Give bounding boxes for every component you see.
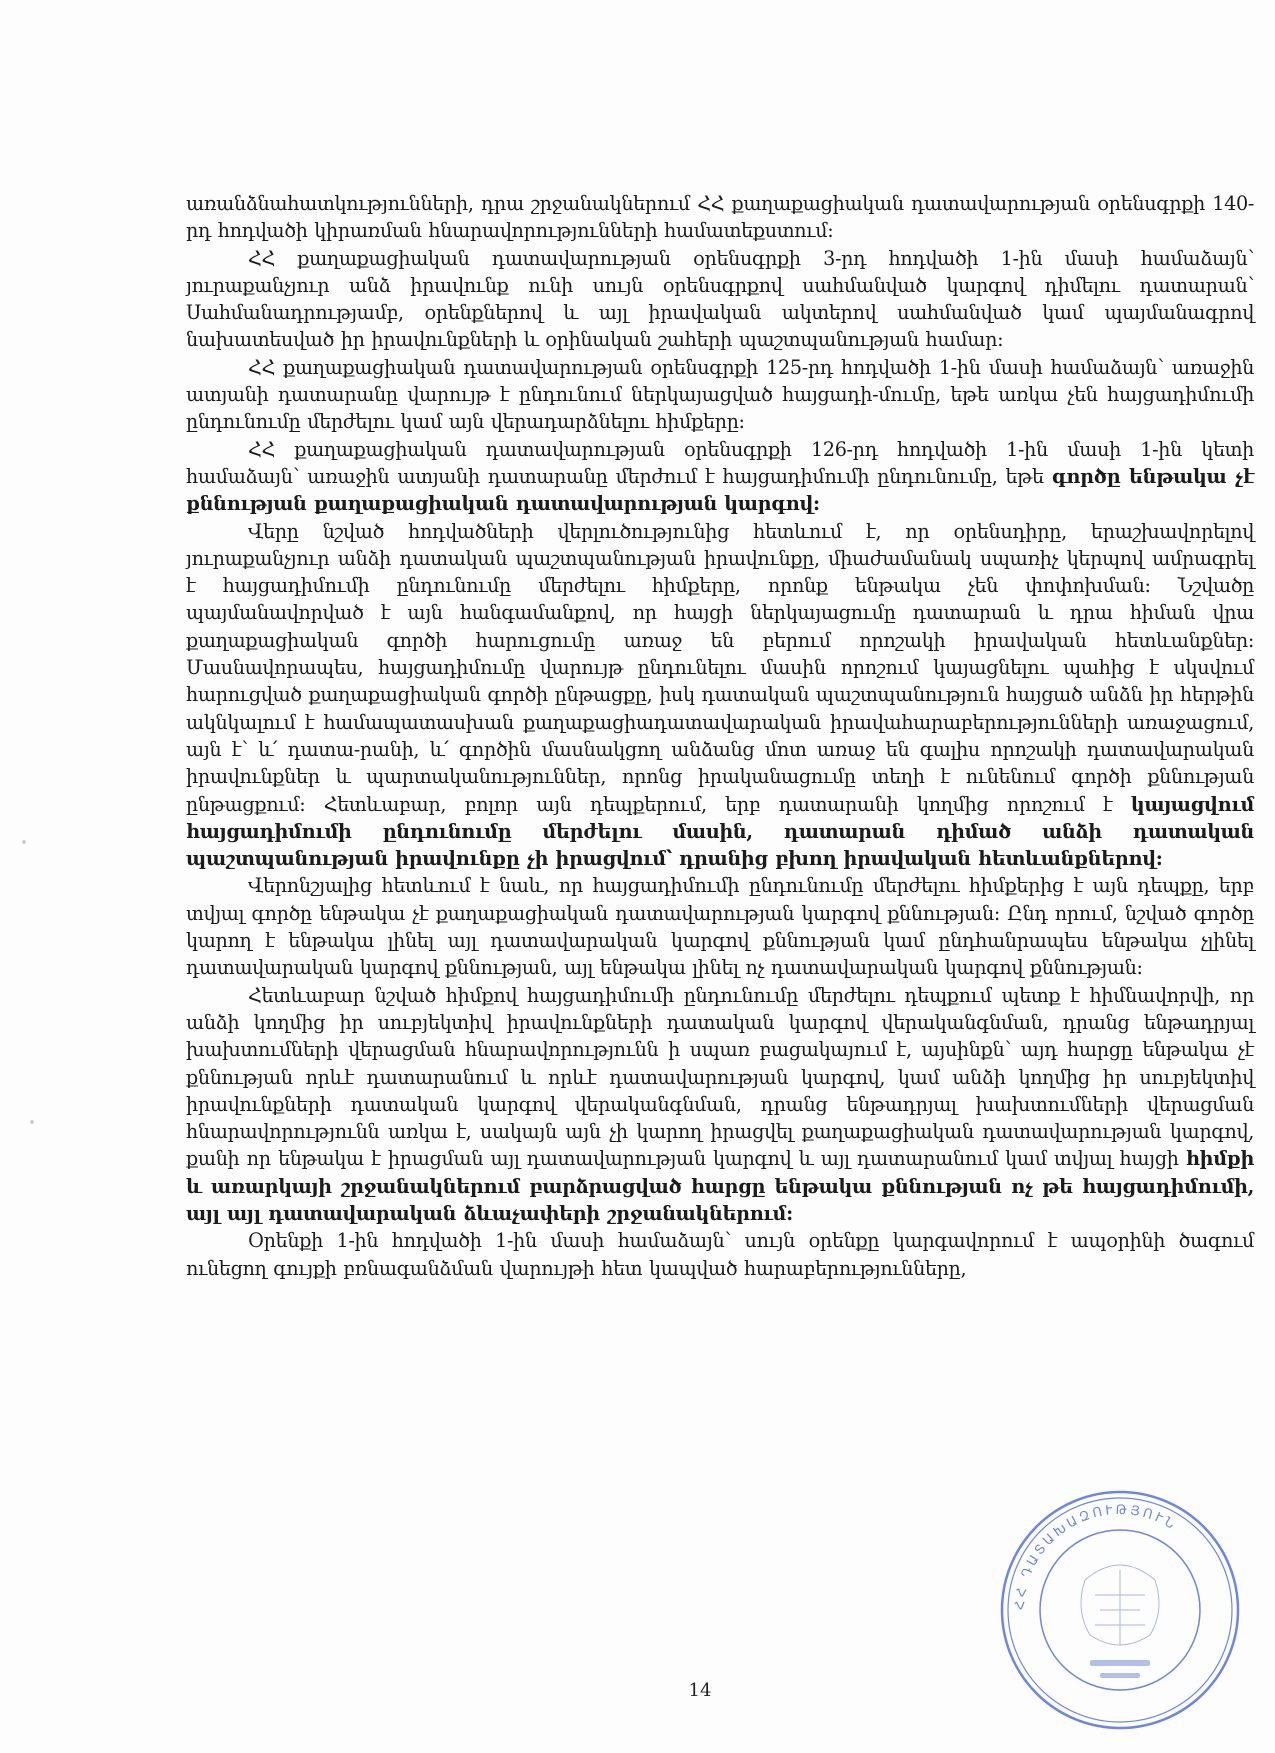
paragraph: [186, 982, 1254, 1228]
text-run: ՀՀ քաղաքացիական դատավարության օրենսգրքի 125-րդ հոդվածի 1-ին մասի համաձայն՝ առաջին ատյանի դատարանը վարույթ է ընդունում ներկայացված հայցադի-մումը, եթե առկա չեն հայցադիմումի ընդունումը մերժելու կամ այն վերադարձնելու հիմքերը:: [186, 355, 1254, 434]
stamp-ring-text: ՀՀ ԴԱՏԱԽԱԶՈՒԹՅՈՒՆ: [1012, 1502, 1180, 1611]
page-number: 14: [688, 1680, 712, 1701]
paragraph: [186, 190, 1254, 245]
document-body: [186, 190, 1254, 1282]
svg-text:ՀՀ ԴԱՏԱԽԱԶՈՒԹՅՈՒՆ: [1013, 1503, 1180, 1611]
bold-text-run: հիմքի և առարկայի շրջանակներում բարձրացված հարցը ենթակա քննության ոչ թե հայցադիմումի, այլ այլ դատավարական ձևաչափերի շրջանակներում:: [186, 1147, 1254, 1225]
text-run: ՀՀ քաղաքացիական դատավարության օրենսգրքի 3-րդ հոդվածի 1-ին մասի համաձայն՝ յուրաքանչյուր անձ իրավունք ունի սույն օրենսգրքով սահմանված կարգով դիմելու դատարան՝ Սահմանադրությամբ, օրենքներով և այլ իրավական ակտերով սահմանված կամ պայմանագրով նախատեսված իր իրավունքների և օրինական շահերի պաշտպանության համար:: [186, 246, 1254, 352]
text-run: Հետևաբար նշված հիմքով հայցադիմումի ընդունումը մերժելու դեպքում պետք է հիմնավորվի, որ անձի կողմից իր սուբյեկտիվ իրավունքների դատական կարգով վերականգնման, դրանց ենթադրյալ խախտումների վերացման հնարավորությունն ի սպառ բացակայում է, այսինքն՝ այդ հարցը ենթակա չէ քննության որևէ դատարանում և որևէ դատավարության կարգով, կամ անձի կողմից իր սուբյեկտիվ իրավունքների դատական կարգով վերականգնման, դրանց ենթադրյալ խախտումների վերացման հնարավորությունն առկա է, սակայն այն չի կարող իրացվել քաղաքացիական դատավարության կարգով, քանի որ ենթակա է իրացման այլ դատավարության կարգով և այլ դատարանում կամ տվյալ հայցի: [186, 983, 1254, 1171]
text-run: Օրենքի 1-ին հոդվածի 1-ին մասի համաձայն՝ սույն օրենքը կարգավորում է ապօրինի ծագում ունեցող գույքի բռնագանձման վարույթի հետ կապված հարաբերությունները,: [186, 1229, 1254, 1280]
paragraph: [186, 245, 1254, 354]
text-run: առանձնահատկությունների, դրա շրջանակներում ՀՀ քաղաքացիական դատավարության օրենսգրքի 140-րդ հոդվածի կիրառման հնարավորությունների համատեքստում:: [186, 192, 1254, 243]
text-run: ՀՀ քաղաքացիական դատավարության օրենսգրքի 126-րդ հոդվածի 1-ին մասի 1-ին կետի համաձայն՝ առաջին ատյանի դատարանը մերժում է հայցադիմումի ընդունումը, եթե: [186, 437, 1254, 488]
paragraph: [186, 518, 1254, 873]
bold-text-run: գործը ենթակա չէ քննության քաղաքացիական դատավարության կարգով:: [186, 464, 1254, 516]
text-run: Վերը նշված հոդվածների վերլուծությունից հետևում է, որ օրենսդիրը, երաշխավորելով յուրաքանչյուր անձի դատական պաշտպանության իրավունքը, միաժամանակ սպառիչ կերպով ամրագրել է հայցադիմումի ընդունումը մերժելու հիմքերը, որոնք ենթակա չեն փոփոխման: Նշվածը պայմանավորված է այն հանգամանքով, որ հայցի ներկայացումը դատարան և դրա հիման վրա քաղաքացիական գործի հարուցումը առաջ են բերում որոշակի իրավական հետևանքներ: Մասնավորապես, հայցադիմումը վարույթ ընդունելու մասին որոշում կայացնելու պահից է սկսվում հարուցված քաղաքացիական գործի ընթացքը, իսկ դատական պաշտպանություն հայցած անձն իր հերթին ակնկալում է համապատասխան քաղաքացիադատավարական իրավահարաբերությունների առաջացում, այն է՝ և՛ դատա-րանի, և՛ գործին մասնակցող անձանց մոտ առաջ են գալիս որոշակի դատավարական իրավունքներ և պարտականություններ, որոնց իրականացումը տեղի է ունենում գործի քննության ընթացքում: Հետևաբար, բոլոր այն դեպքերում, երբ դատարանի կողմից որոշում է: [186, 519, 1254, 816]
paragraph: [186, 872, 1254, 981]
bold-text-run: կայացվում հայցադիմումի ընդունումը մերժելու մասին, դատարան դիմած անձի դատական պաշտպանության իրավունքը չի իրացվում՝ դրանից բխող իրավական հետևանքներով:: [186, 792, 1254, 871]
paragraph: [186, 354, 1254, 436]
scan-speck: [22, 840, 26, 844]
text-run: Վերոնշյալից հետևում է նաև, որ հայցադիմումի ընդունումը մերժելու հիմքերից է այն դեպքը, երբ տվյալ գործը ենթակա չէ քաղաքացիական դատավարության կարգով քննության: Ընդ որում, նշված գործը կարող է ենթակա լինել այլ դատավարական կարգով քննության կամ ընդհանրապես ենթակա չլինել դատավարական կարգով քննության, այլ ենթակա լինել ոչ դատավարական կարգով քննության:: [186, 874, 1254, 980]
scan-speck: [30, 1120, 34, 1124]
paragraph: [186, 436, 1254, 518]
paragraph: [186, 1227, 1254, 1282]
official-stamp: [995, 1485, 1245, 1735]
